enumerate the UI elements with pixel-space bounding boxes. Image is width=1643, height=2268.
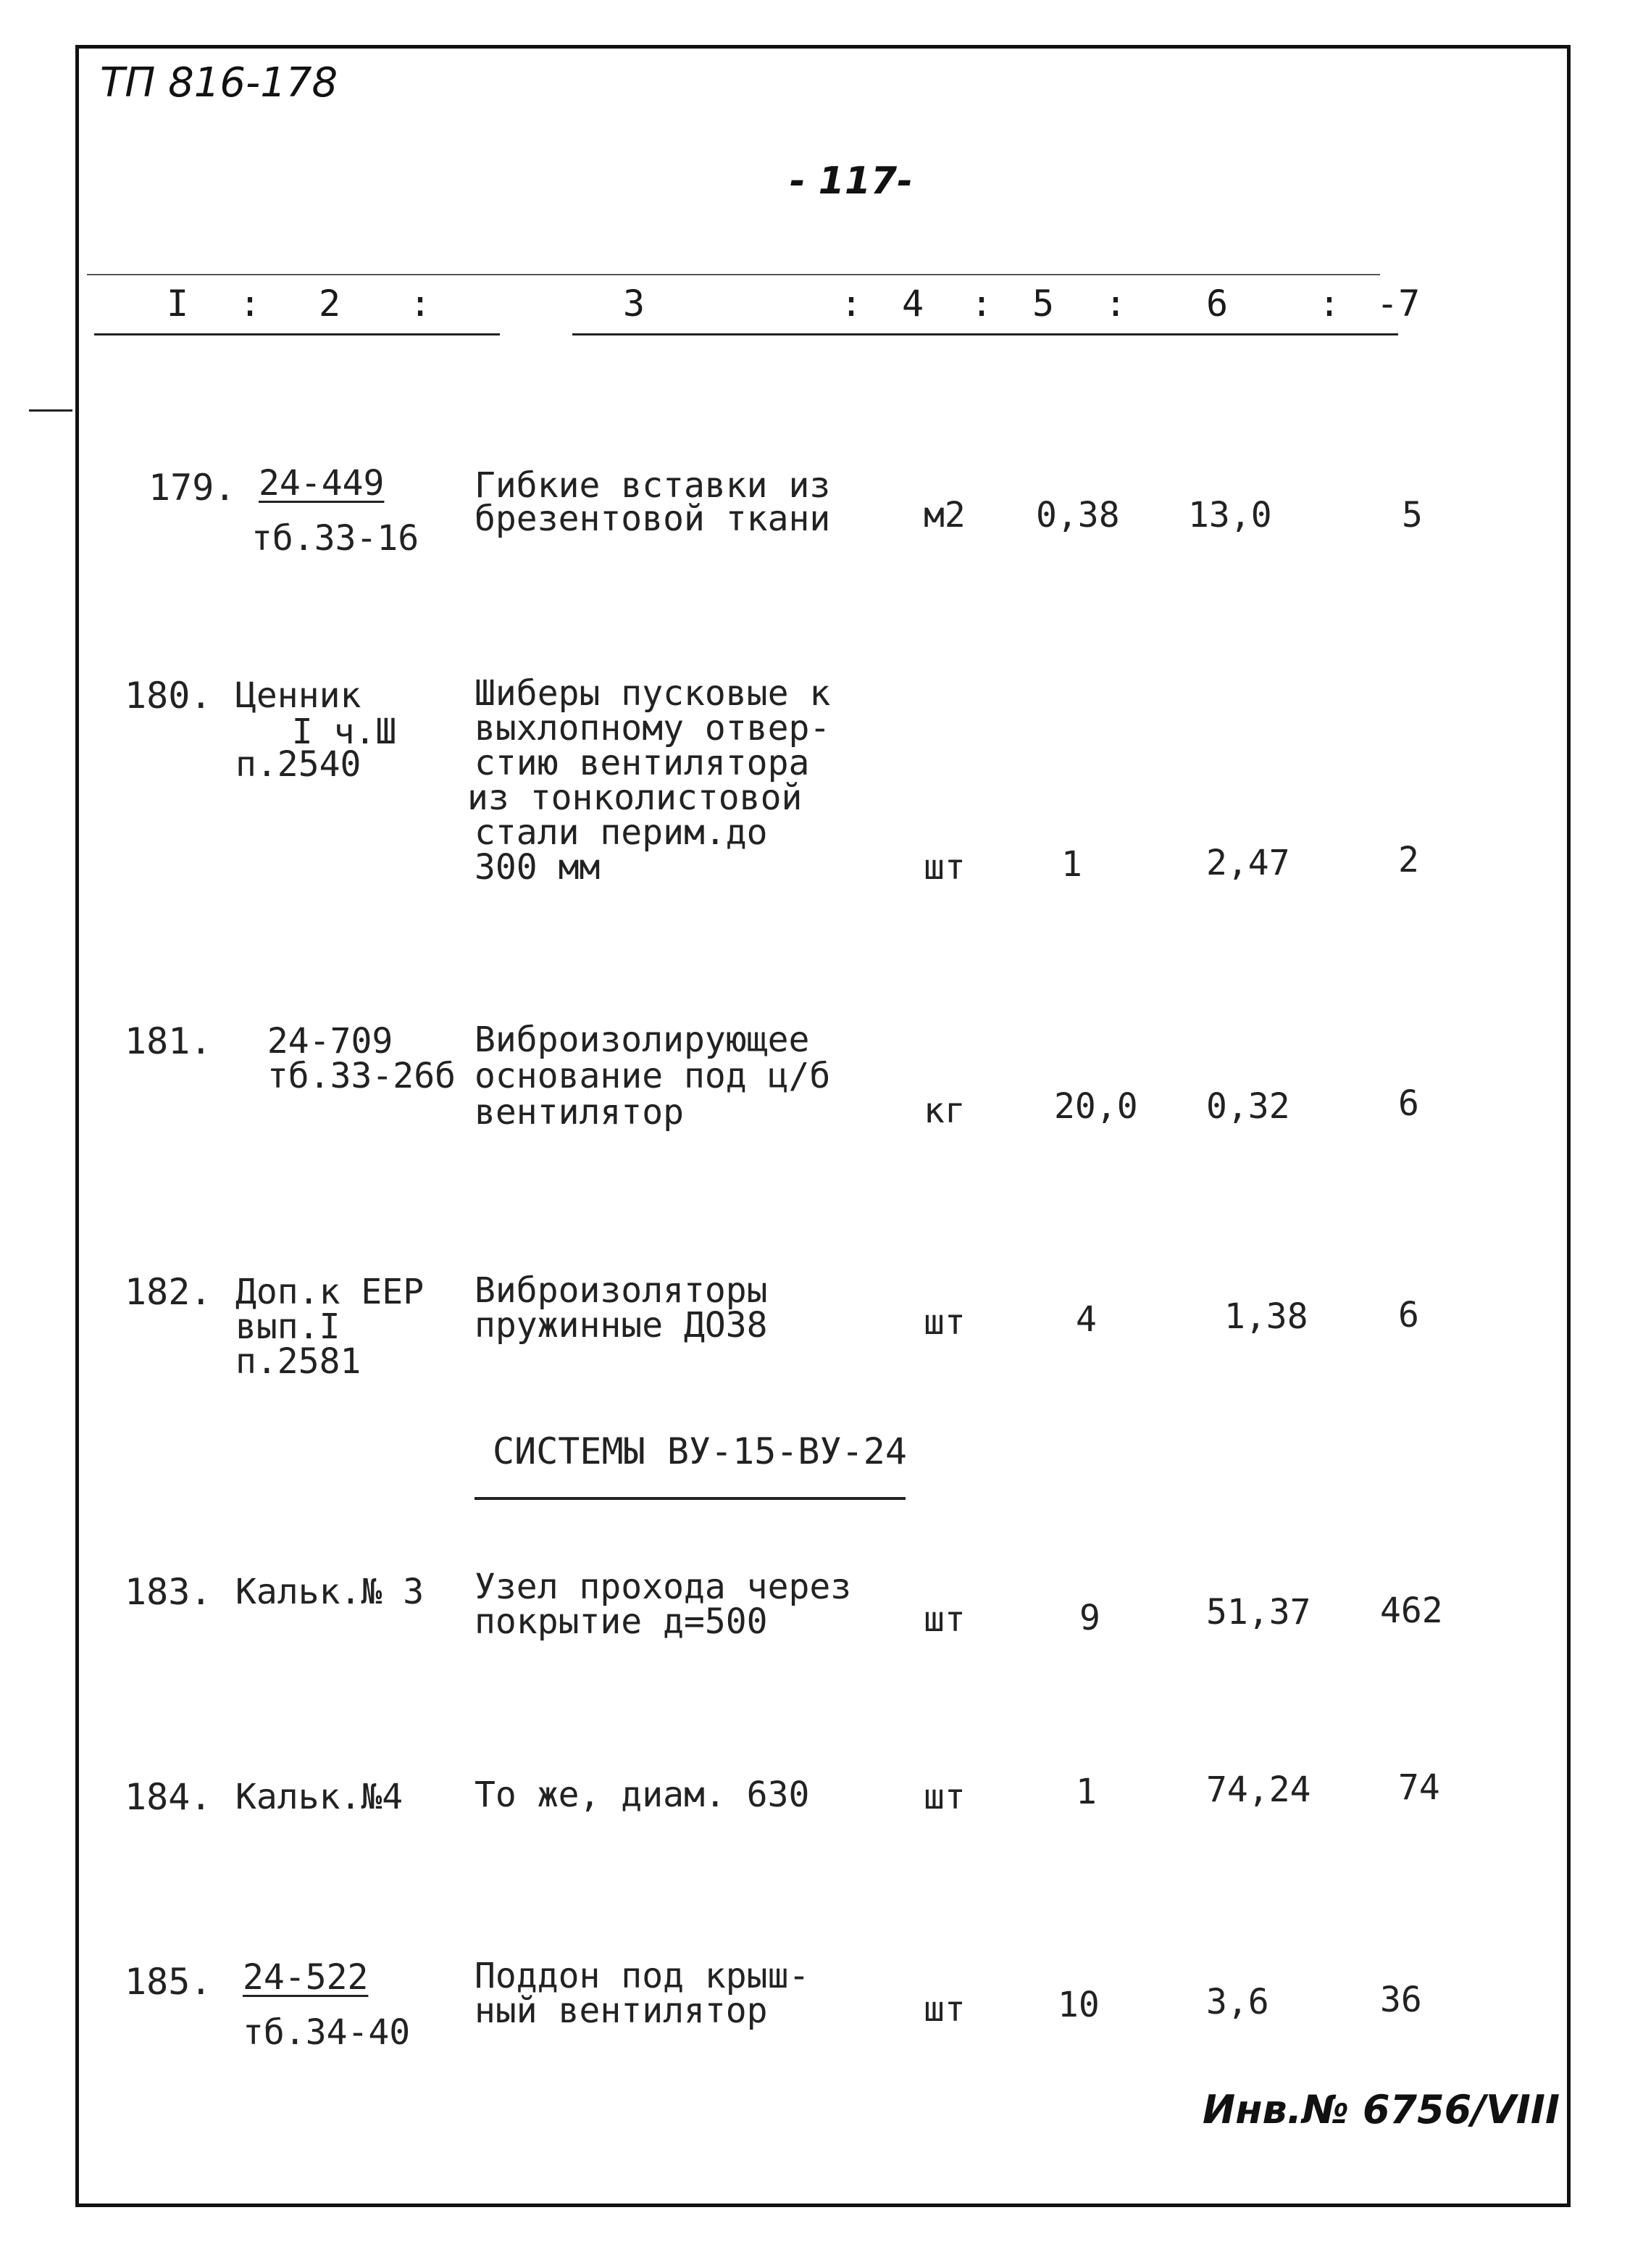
row-unit: шт bbox=[924, 1989, 966, 2030]
section-title: СИСТЕМЫ ВУ-15-ВУ-24 bbox=[493, 1430, 907, 1472]
row-price: 74,24 bbox=[1206, 1769, 1311, 1810]
col-sep: : bbox=[840, 283, 863, 325]
row-number: 179. bbox=[149, 467, 236, 509]
row-unit: кг bbox=[924, 1091, 966, 1131]
page-border bbox=[75, 45, 1571, 2207]
col-3-num: 3 bbox=[623, 283, 645, 325]
row-price: 2,47 bbox=[1206, 843, 1290, 883]
row-number: 180. bbox=[125, 675, 212, 717]
row-price: 51,37 bbox=[1206, 1592, 1311, 1633]
col-5-num: 5 bbox=[1032, 283, 1055, 325]
row-description: стию вентилятора bbox=[474, 743, 810, 783]
row-number: 185. bbox=[125, 1961, 212, 2003]
row-quantity: 1 bbox=[1061, 844, 1082, 885]
row-number: 183. bbox=[125, 1571, 212, 1613]
row-number: 184. bbox=[125, 1776, 212, 1818]
row-unit: шт bbox=[924, 1302, 966, 1343]
row-number: 182. bbox=[125, 1271, 212, 1313]
row-total: 36 bbox=[1380, 1980, 1422, 2020]
row-quantity: 10 bbox=[1058, 1985, 1100, 2025]
row-quantity: 1 bbox=[1076, 1772, 1097, 1812]
col-sep: : bbox=[1105, 283, 1127, 325]
row-reference: п.2581 bbox=[235, 1341, 361, 1382]
row-description: стали перим.до bbox=[474, 812, 768, 853]
row-reference: Кальк.№ 3 bbox=[235, 1572, 425, 1612]
row-unit: шт bbox=[924, 847, 966, 888]
row-total: 5 bbox=[1402, 495, 1423, 535]
col-7-num: -7 bbox=[1376, 283, 1421, 325]
row-quantity: 0,38 bbox=[1036, 495, 1120, 535]
row-description: брезентовой ткани bbox=[474, 499, 831, 539]
row-reference: тб.34-40 bbox=[243, 2012, 411, 2053]
margin-mark bbox=[29, 409, 72, 412]
document-code: ТП 816-178 bbox=[100, 59, 338, 107]
row-description: покрытие д=500 bbox=[474, 1601, 768, 1642]
col-1-num: I bbox=[167, 283, 189, 325]
row-quantity: 20,0 bbox=[1054, 1086, 1138, 1127]
row-unit: шт bbox=[924, 1777, 966, 1817]
row-reference: Доп.к ЕЕР bbox=[235, 1272, 425, 1312]
header-bottom-rule bbox=[572, 333, 1398, 335]
col-sep: : bbox=[239, 283, 262, 325]
row-reference: тб.33-16 bbox=[251, 518, 419, 559]
row-quantity: 4 bbox=[1076, 1299, 1097, 1340]
row-number: 181. bbox=[125, 1020, 212, 1062]
col-4-num: 4 bbox=[902, 283, 924, 325]
row-description: Узел прохода через bbox=[474, 1567, 852, 1607]
row-description: выхлопному отвер- bbox=[474, 708, 831, 749]
row-reference: Ценник bbox=[235, 675, 361, 716]
row-unit: шт bbox=[924, 1599, 966, 1640]
header-bottom-rule bbox=[94, 333, 500, 335]
col-sep: : bbox=[1318, 283, 1341, 325]
row-description: Шиберы пусковые к bbox=[474, 673, 831, 714]
row-price: 0,32 bbox=[1206, 1086, 1290, 1127]
row-reference: Кальк.№4 bbox=[235, 1777, 404, 1817]
col-2-num: 2 bbox=[319, 283, 341, 325]
section-title-underline bbox=[474, 1497, 906, 1500]
row-total: 462 bbox=[1380, 1590, 1443, 1631]
row-description: То же, диам. 630 bbox=[474, 1775, 810, 1815]
row-description: вентилятор bbox=[474, 1092, 684, 1133]
row-reference: вып.I bbox=[235, 1306, 340, 1347]
row-reference: п.2540 bbox=[235, 744, 361, 785]
row-reference: 24-522 bbox=[243, 1957, 369, 1998]
row-reference: I ч.Ш bbox=[250, 712, 397, 752]
row-unit: м2 bbox=[924, 495, 966, 535]
row-price: 3,6 bbox=[1206, 1982, 1269, 2022]
row-price: 1,38 bbox=[1224, 1296, 1308, 1337]
row-total: 2 bbox=[1398, 840, 1419, 880]
row-quantity: 9 bbox=[1079, 1598, 1100, 1638]
row-description: из тонколистовой bbox=[467, 777, 803, 818]
row-total: 74 bbox=[1398, 1767, 1440, 1808]
page-number: - 117- bbox=[790, 159, 913, 203]
col-sep: : bbox=[409, 283, 432, 325]
inventory-number: Инв.№ 6756/VIII bbox=[1203, 2087, 1560, 2132]
row-description: Гибкие вставки из bbox=[474, 465, 831, 506]
row-description: Виброизоляторы bbox=[474, 1270, 768, 1311]
row-total: 6 bbox=[1398, 1083, 1419, 1124]
row-reference: 24-449 bbox=[259, 463, 385, 504]
row-total: 6 bbox=[1398, 1295, 1419, 1335]
row-description: Виброизолирующее bbox=[474, 1020, 810, 1060]
row-reference: тб.33-26б bbox=[246, 1056, 456, 1096]
row-description: Поддон под крыш- bbox=[474, 1956, 810, 1996]
header-top-rule bbox=[87, 274, 1380, 275]
row-description: ный вентилятор bbox=[474, 1990, 768, 2031]
row-description: основание под ц/б bbox=[474, 1056, 831, 1096]
row-description: 300 мм bbox=[474, 847, 601, 888]
row-description: пружинные ДО38 bbox=[474, 1305, 768, 1346]
row-price: 13,0 bbox=[1188, 495, 1272, 535]
row-reference: 24-709 bbox=[246, 1021, 393, 1062]
col-sep: : bbox=[971, 283, 993, 325]
col-6-num: 6 bbox=[1206, 283, 1229, 325]
